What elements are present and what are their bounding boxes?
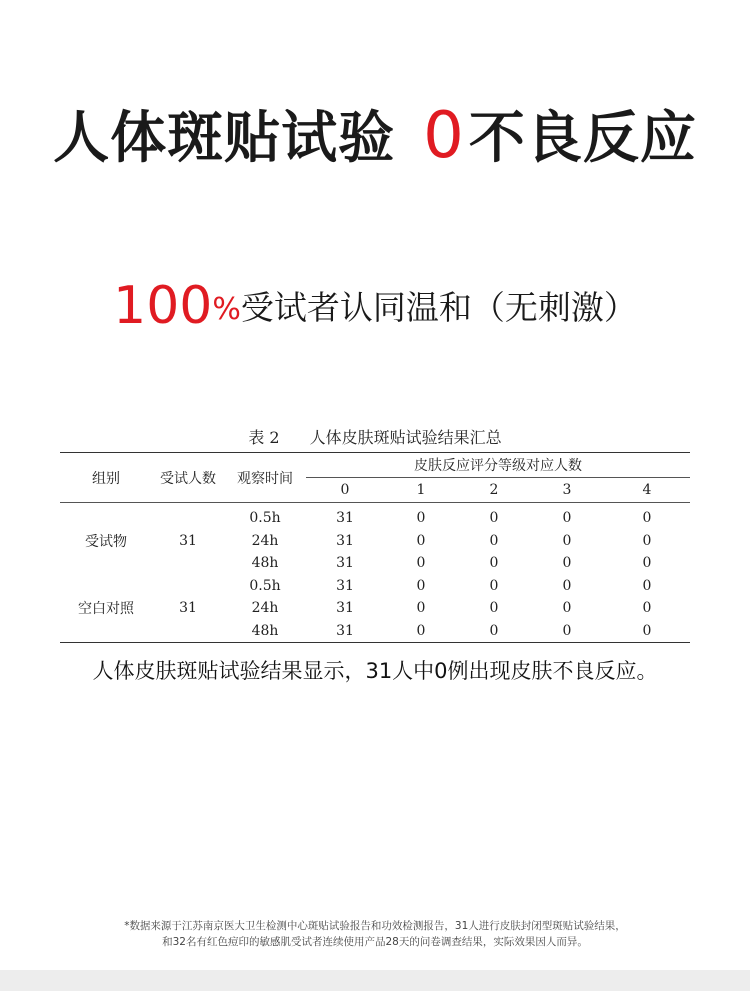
group-subjects: 31 [179, 600, 197, 617]
grade-cell: 0 [416, 577, 426, 594]
group-name: 受试物 [85, 533, 127, 550]
percent-number: 100 [113, 276, 213, 336]
grade-cell: 0 [489, 555, 499, 572]
grade-cell: 0 [489, 510, 499, 527]
time-cell: 0.5h [249, 510, 281, 527]
table-row [60, 503, 690, 530]
grade-cell: 0 [562, 510, 572, 527]
header-grade-2: 2 [458, 478, 530, 503]
time-cell: 0.5h [249, 577, 281, 594]
grade-cell: 0 [489, 577, 499, 594]
grade-cell: 0 [489, 622, 499, 639]
grade-cell: 31 [336, 622, 354, 639]
time-cell: 48h [251, 622, 279, 639]
grade-cell: 31 [336, 532, 354, 549]
grade-cell: 31 [336, 600, 354, 617]
grade-cell: 0 [562, 622, 572, 639]
percent-sign: % [212, 292, 241, 327]
grade-cell: 31 [336, 510, 354, 527]
grade-cell: 0 [489, 532, 499, 549]
header-subjects: 受试人数 [160, 470, 216, 487]
headline [0, 94, 750, 174]
result-table-section [60, 425, 690, 643]
grade-cell: 0 [642, 555, 652, 572]
group-subjects: 31 [179, 532, 197, 549]
grade-cell: 0 [642, 532, 652, 549]
grade-cell: 0 [416, 600, 426, 617]
grade-cell: 0 [642, 510, 652, 527]
subline [0, 276, 750, 336]
grade-cell: 0 [416, 510, 426, 527]
headline-zero: 0 [423, 99, 465, 173]
header-grade-3: 3 [530, 478, 604, 503]
time-cell: 24h [251, 532, 279, 549]
grade-cell: 0 [416, 555, 426, 572]
grade-cell: 0 [416, 532, 426, 549]
time-cell: 24h [251, 600, 279, 617]
subline-text: 受试者认同温和（无刺激） [240, 288, 637, 327]
grade-cell: 0 [642, 600, 652, 617]
header-grade-4: 4 [604, 478, 690, 503]
grade-cell: 0 [489, 600, 499, 617]
grade-cell: 0 [642, 577, 652, 594]
result-summary: 人体皮肤斑贴试验结果显示，31人中0例出现皮肤不良反应。 [92, 659, 658, 683]
bottom-divider-bar [0, 970, 750, 991]
table-caption-title: 人体皮肤斑贴试验结果汇总 [309, 428, 502, 447]
grade-cell: 0 [562, 555, 572, 572]
headline-prefix: 人体斑贴试验 [53, 106, 396, 171]
header-group: 组别 [92, 470, 120, 487]
header-time: 观察时间 [237, 470, 293, 487]
table-caption-number: 表 2 [248, 428, 280, 447]
footnote-line-2: 和32名有红色痘印的敏感肌受试者连续使用产品28天的问卷调查结果，实际效果因人而异。 [162, 936, 588, 948]
headline-suffix: 不良反应 [468, 106, 697, 171]
table-caption [60, 425, 690, 448]
grade-cell: 0 [562, 532, 572, 549]
group-name: 空白对照 [78, 601, 134, 618]
grade-cell: 31 [336, 555, 354, 572]
table-row [60, 575, 690, 598]
header-grade-1: 1 [384, 478, 458, 503]
header-grade: 皮肤反应评分等级对应人数 [414, 458, 582, 474]
patch-test-table [60, 452, 690, 643]
time-cell: 48h [251, 555, 279, 572]
grade-cell: 0 [562, 600, 572, 617]
grade-cell: 0 [416, 622, 426, 639]
grade-cell: 31 [336, 577, 354, 594]
grade-cell: 0 [562, 577, 572, 594]
grade-cell: 0 [642, 622, 652, 639]
header-grade-0: 0 [306, 478, 384, 503]
footnote [0, 918, 750, 950]
footnote-line-1: *数据来源于江苏南京医大卫生检测中心斑贴试验报告和功效检测报告，31人进行皮肤封闭型斑贴试验结果， [124, 920, 626, 932]
